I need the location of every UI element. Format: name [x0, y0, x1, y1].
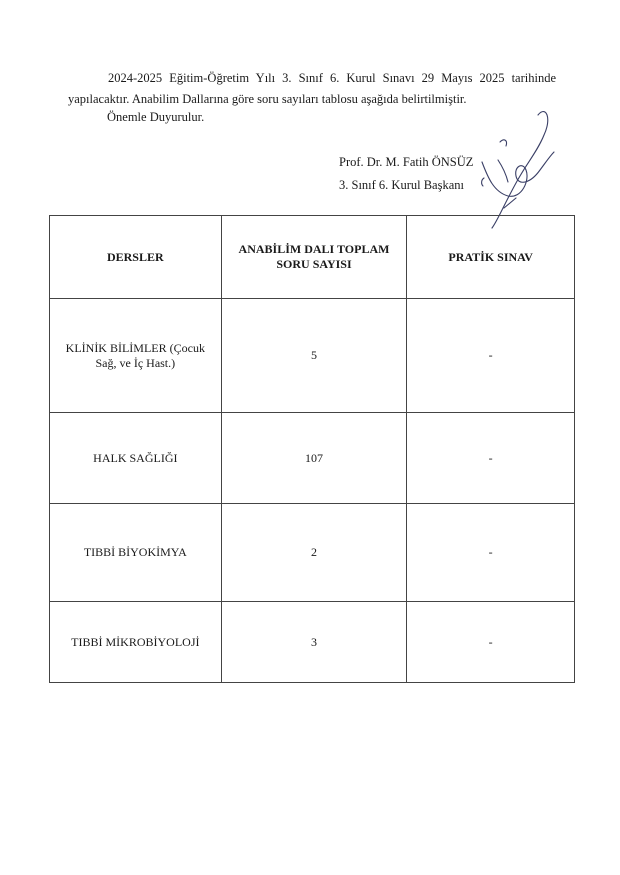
table-row [50, 413, 575, 504]
question-count: 2 [221, 504, 407, 602]
table-row [50, 299, 575, 413]
practical-exam-value: - [407, 504, 575, 602]
table-row [50, 602, 575, 683]
question-count: 3 [221, 602, 407, 683]
practical-exam-value: - [407, 413, 575, 504]
table-header-row [50, 216, 575, 299]
question-count: 107 [221, 413, 407, 504]
signatory-name: Prof. Dr. M. Fatih ÖNSÜZ [339, 155, 474, 169]
course-name: HALK SAĞLIĞI [50, 413, 222, 504]
table-row [50, 504, 575, 602]
signatory-title: 3. Sınıf 6. Kurul Başkanı [339, 178, 464, 192]
header-courses: DERSLER [50, 216, 222, 299]
announcement-line-2: yapılacaktır. Anabilim Dallarına göre soru sayıları tablosu aşağıda belirtilmiştir. [68, 92, 467, 106]
practical-exam-value: - [407, 299, 575, 413]
question-count: 5 [221, 299, 407, 413]
header-total-questions: ANABİLİM DALI TOPLAM SORU SAYISI [221, 216, 407, 299]
announcement-line-1: 2024-2025 Eğitim-Öğretim Yılı 3. Sınıf 6. Kurul Sınavı 29 Mayıs 2025 tarihinde [108, 71, 556, 85]
notice-text: Önemle Duyurulur. [107, 110, 205, 124]
course-name: TIBBİ MİKROBİYOLOJİ [50, 602, 222, 683]
course-name: KLİNİK BİLİMLER (Çocuk Sağ, ve İç Hast.) [50, 299, 222, 413]
course-name: TIBBİ BİYOKİMYA [50, 504, 222, 602]
practical-exam-value: - [407, 602, 575, 683]
question-count-table [49, 215, 575, 683]
header-practical-exam: PRATİK SINAV [407, 216, 575, 299]
